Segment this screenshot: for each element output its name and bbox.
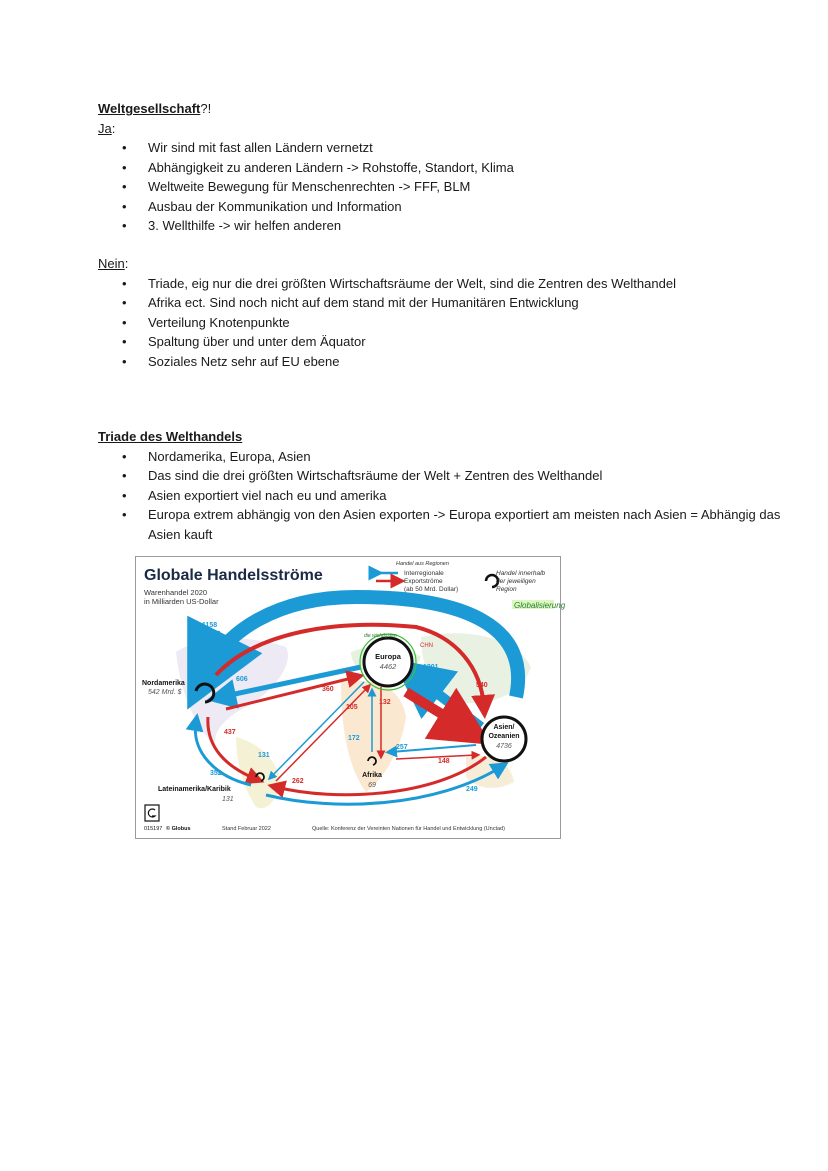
legend-text-5: der jeweiligen: [496, 578, 536, 585]
figure-subtitle-2: in Milliarden US-Dollar: [144, 597, 219, 606]
ja-list: [98, 138, 514, 236]
legend-text-6: Region: [496, 586, 517, 593]
section-triade: [98, 427, 788, 544]
label-132: 132: [379, 699, 391, 706]
list-item: • Afrika ect. Sind noch nicht auf dem stand mit der Humanitären Entwicklung: [98, 293, 676, 313]
footer-source: Quelle: Konferenz der Vereinten Nationen für Handel und Entwicklung (Unctad): [312, 826, 505, 832]
afrika-value: 69: [368, 782, 376, 789]
latam-label: Lateinamerika/Karibik: [158, 786, 231, 793]
globus-logo-icon: [145, 805, 159, 821]
ja-heading: [98, 119, 514, 139]
afrika-label: Afrika: [362, 772, 382, 779]
label-148: 148: [438, 758, 450, 765]
handnote-cn: CHN: [420, 643, 433, 649]
label-1301: 1301: [423, 664, 439, 671]
nein-suffix: :: [124, 256, 129, 271]
list-item: • 3. Wellthilfe -> wir helfen anderen: [98, 216, 514, 236]
label-172: 172: [348, 735, 360, 742]
label-352: 352: [210, 770, 222, 777]
section-weltgesellschaft: [98, 99, 514, 236]
label-1158-unit: Mrd. $: [200, 631, 221, 638]
list-item: • Das sind die drei größten Wirtschaftsräume der Welt + Zentren des Welthandel: [98, 466, 788, 486]
footer-brand: © Globus: [166, 826, 191, 832]
trade-flow-map: [136, 557, 566, 838]
trade-flow-figure: [135, 556, 566, 839]
triade-heading: [98, 427, 788, 447]
label-131: 131: [258, 752, 270, 759]
figure-subtitle-1: Warenhandel 2020: [144, 588, 208, 597]
triade-title: Triade des Welthandels: [98, 429, 243, 444]
list-item: • Nordamerika, Europa, Asien: [98, 447, 788, 467]
nein-heading: [98, 254, 676, 274]
list-item: • Soziales Netz sehr auf EU ebene: [98, 352, 676, 372]
legend-text-1: Interregionale: [404, 570, 444, 577]
label-360: 360: [322, 686, 334, 693]
label-262: 262: [292, 778, 304, 785]
asien-label-1: Asien/: [493, 724, 515, 731]
triade-list: [98, 447, 788, 545]
legend-text-4: Handel innerhalb: [496, 570, 546, 577]
ja-suffix: :: [111, 120, 116, 136]
label-257: 257: [396, 744, 408, 751]
nein-label: Nein: [98, 256, 125, 271]
nein-list: [98, 274, 676, 372]
title-text: Weltgesellschaft: [98, 101, 201, 116]
list-item: • Triade, eig nur die drei größten Wirtschaftsräume der Welt, sind die Zentren des Welthandel: [98, 274, 676, 294]
label-437: 437: [224, 729, 236, 736]
handnote-right: Globalisierung: [514, 601, 566, 610]
list-item: • Ausbau der Kommunikation und Information: [98, 197, 514, 217]
handnote-top: Handel aus Regionen: [396, 561, 449, 567]
globus-logo-glyph: [148, 809, 155, 817]
latam-value: 131: [222, 796, 234, 803]
figure-footer: [144, 805, 505, 832]
label-540: 540: [476, 682, 488, 689]
label-606: 606: [236, 676, 248, 683]
region-asien: [482, 717, 526, 761]
list-item: • Verteilung Knotenpunkte: [98, 313, 676, 333]
ja-label: Ja: [98, 120, 112, 136]
list-item: • Spaltung über und unter dem Äquator: [98, 332, 676, 352]
flow-afrika-asia: [396, 755, 476, 759]
section-title-weltgesellschaft: [98, 99, 514, 119]
footer-code: 015197: [144, 826, 163, 832]
asien-label-2: Ozeanien: [488, 733, 520, 740]
europa-label: Europa: [375, 652, 401, 661]
label-1158: 1158: [202, 622, 218, 629]
region-europa: [360, 634, 416, 690]
list-item: • Abhängigkeit zu anderen Ländern -> Rohstoffe, Standort, Klima: [98, 158, 514, 178]
list-item: • Europa extrem abhängig von den Asien exporten -> Europa exportiert am meisten nach Asien = Abhängig das Asien kauft: [98, 505, 788, 544]
label-249: 249: [466, 786, 478, 793]
handnote-circle: die wichtigsten: [364, 633, 397, 639]
footer-stand: Stand Februar 2022: [222, 826, 271, 832]
list-item: • Weltweite Bewegung für Menschenrechten -> FFF, BLM: [98, 177, 514, 197]
nordamerika-label: Nordamerika: [142, 680, 185, 687]
legend-text-2: Exportströme: [404, 578, 443, 585]
legend: [376, 570, 546, 593]
europa-value: 4462: [379, 662, 397, 671]
list-item: • Asien exportiert viel nach eu und amerika: [98, 486, 788, 506]
asien-value: 4736: [496, 743, 512, 750]
nordamerika-value: 542 Mrd. $: [148, 689, 182, 696]
label-105: 105: [346, 704, 358, 711]
title-suffix: ?!: [200, 101, 212, 116]
figure-title: Globale Handelsströme: [144, 567, 323, 584]
legend-text-3: (ab 50 Mrd. Dollar): [404, 586, 459, 593]
label-1129: 1129: [443, 728, 459, 735]
section-nein: [98, 254, 676, 371]
list-item: • Wir sind mit fast allen Ländern vernetzt: [98, 138, 514, 158]
